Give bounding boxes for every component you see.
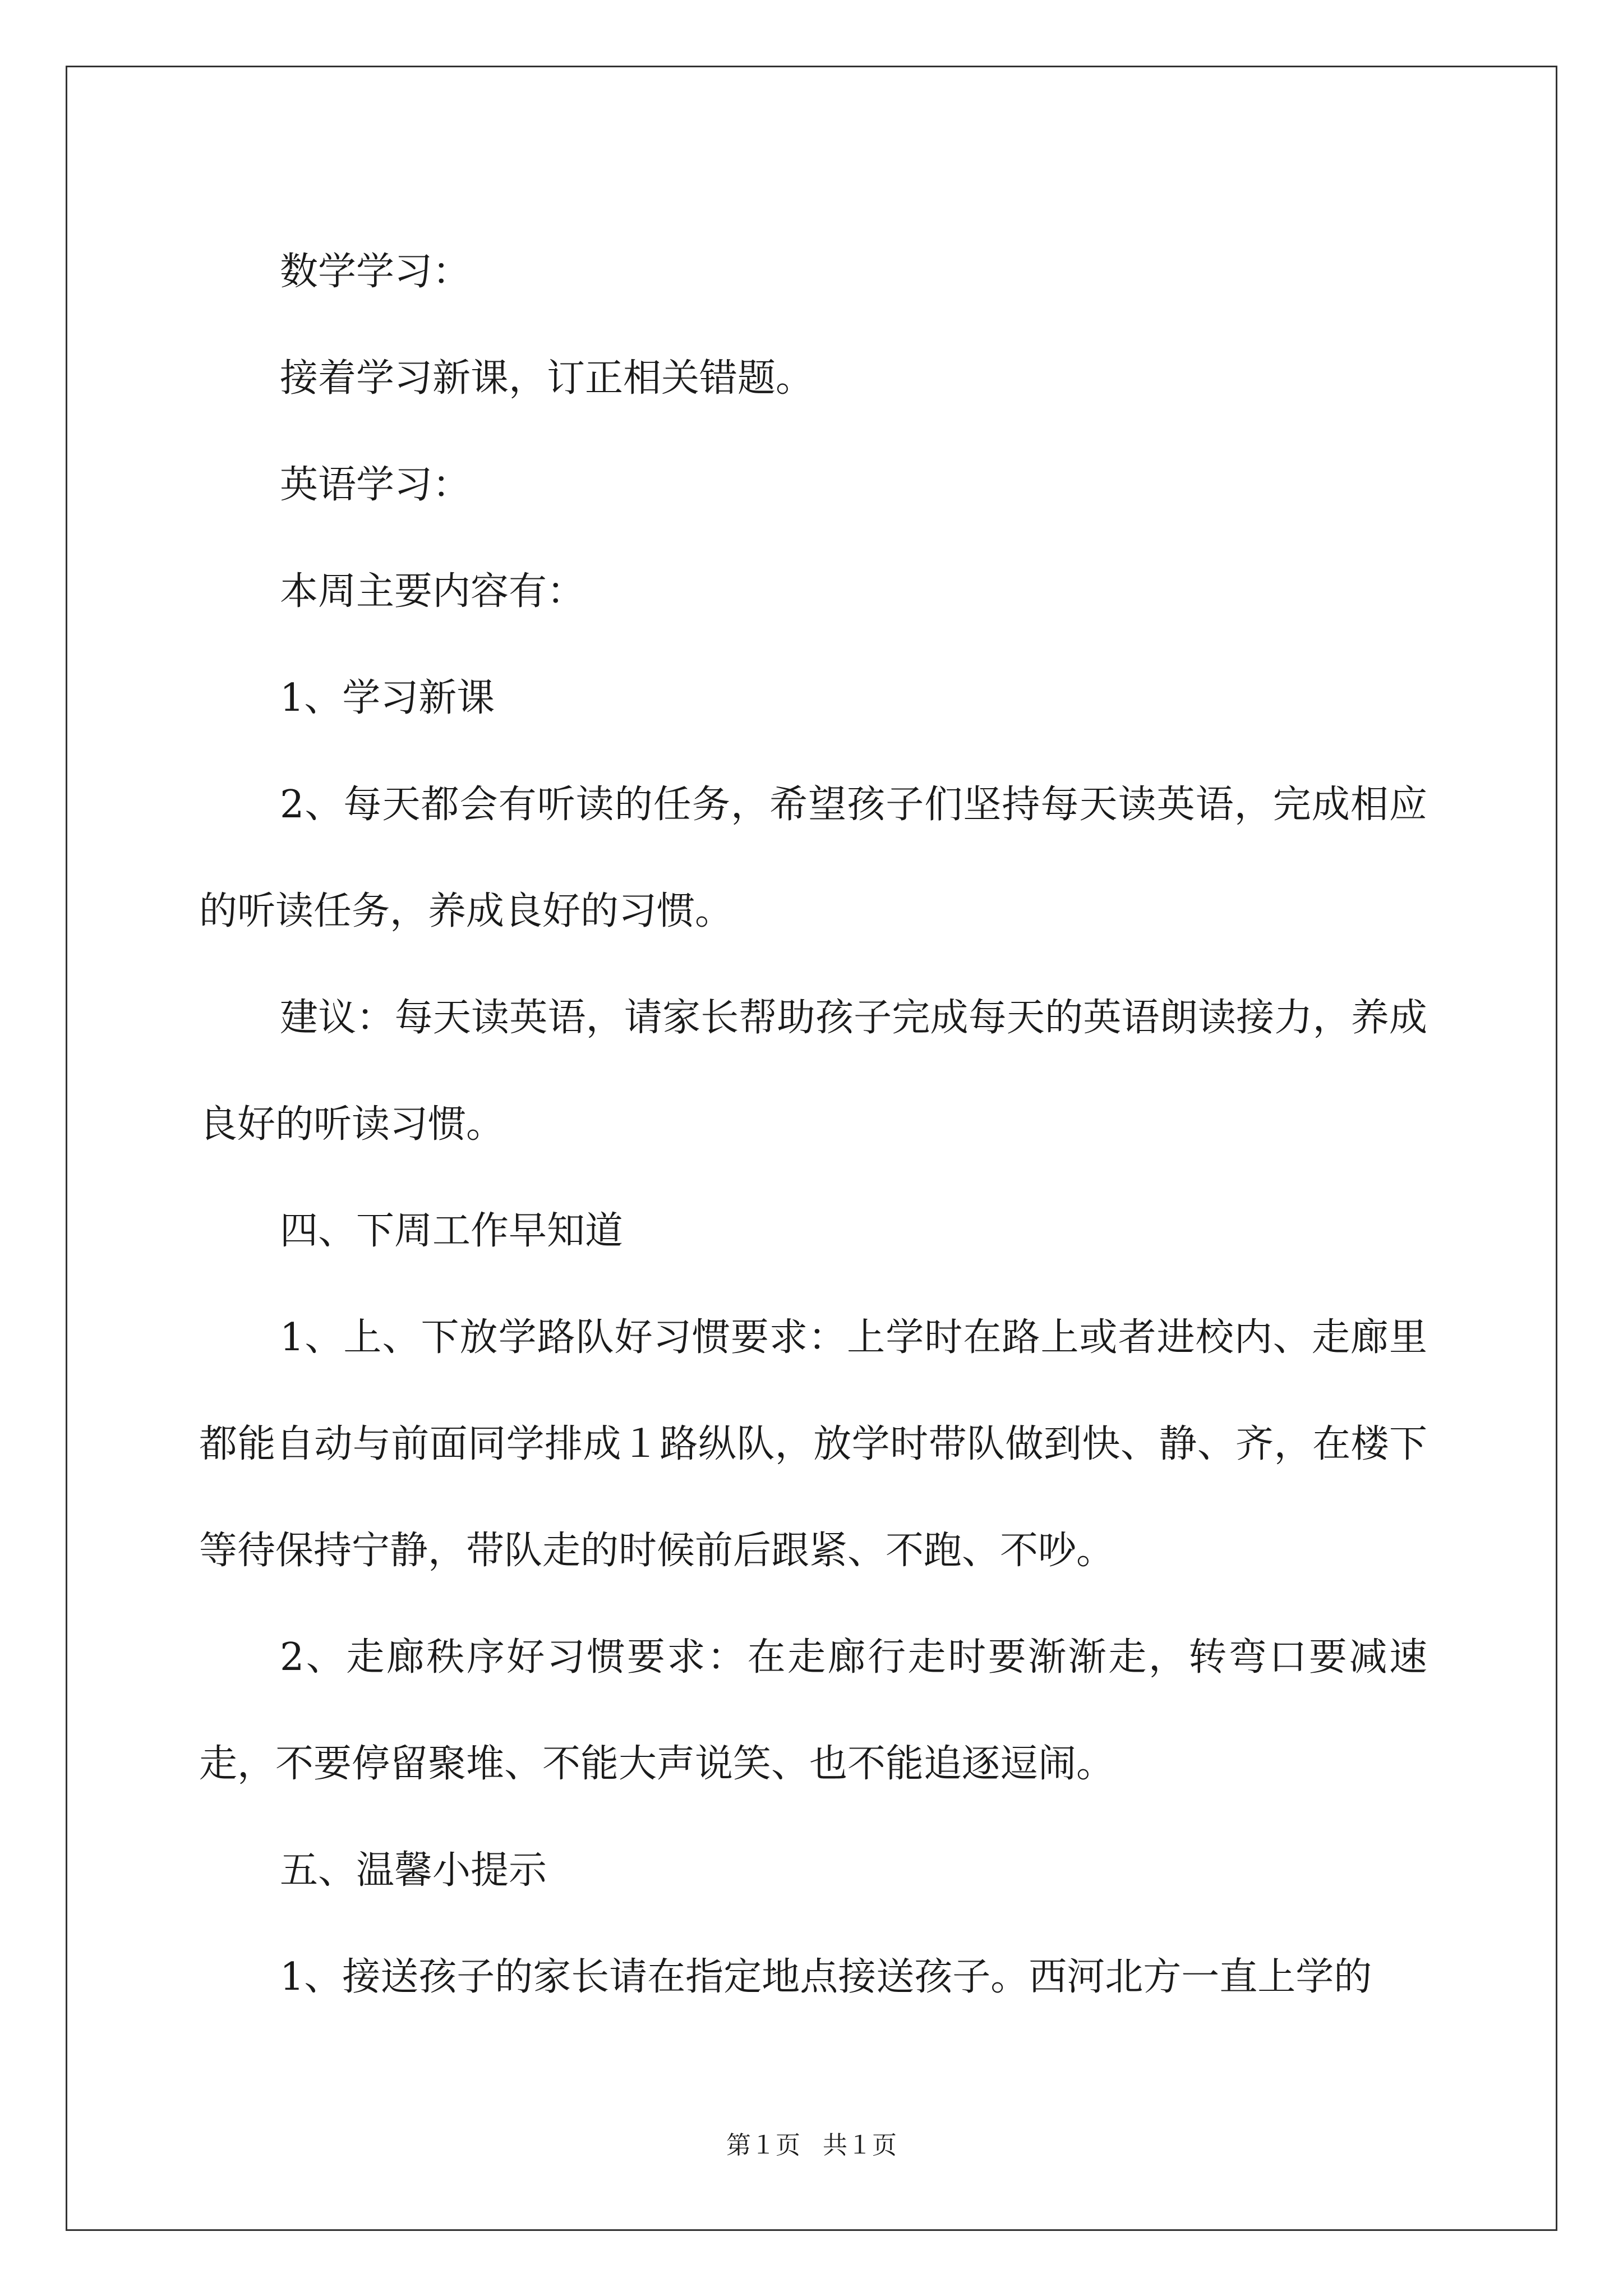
page-number-current: 第１页	[726, 2131, 800, 2160]
paragraph-english-heading: 英语学习：	[280, 463, 471, 507]
paragraph-item-listening-tasks: 2、每天都会有听读的任务，希望孩子们坚持每天读英语，完成相应的听读任务，养成良好的习惯。	[199, 783, 1427, 933]
paragraph-section-four-heading: 四、下周工作早知道	[280, 1209, 624, 1253]
paragraph-queue-requirements: 1、上、下放学路队好习惯要求：上学时在路上或者进校内、走廊里都能自动与前面同学排成１路纵队，放学时带队做到快、静、齐，在楼下等待保持宁静，带队走的时候前后跟紧、不跑、不吵。	[199, 1315, 1427, 1573]
paragraph-item-new-lessons: 1、学习新课	[280, 676, 495, 720]
document-body	[199, 219, 1427, 2031]
page-number-total: 共１页	[823, 2131, 897, 2160]
paragraph-math-content: 接着学习新课，订正相关错题。	[280, 356, 814, 401]
paragraph-pickup-tip: 1、接送孩子的家长请在指定地点接送孩子。西河北方一直上学的	[280, 1955, 1372, 1999]
paragraph-section-five-heading: 五、温馨小提示	[280, 1848, 547, 1893]
page-footer	[0, 2129, 1623, 2162]
paragraph-corridor-requirements: 2、走廊秩序好习惯要求：在走廊行走时要渐渐走，转弯口要减速走，不要停留聚堆、不能大声说笑、也不能追逐逗闹。	[199, 1635, 1427, 1786]
paragraph-week-content-intro: 本周主要内容有：	[280, 569, 585, 614]
paragraph-suggestion: 建议：每天读英语，请家长帮助孩子完成每天的英语朗读接力，养成良好的听读习惯。	[199, 996, 1427, 1147]
paragraph-math-heading: 数学学习：	[280, 250, 471, 294]
